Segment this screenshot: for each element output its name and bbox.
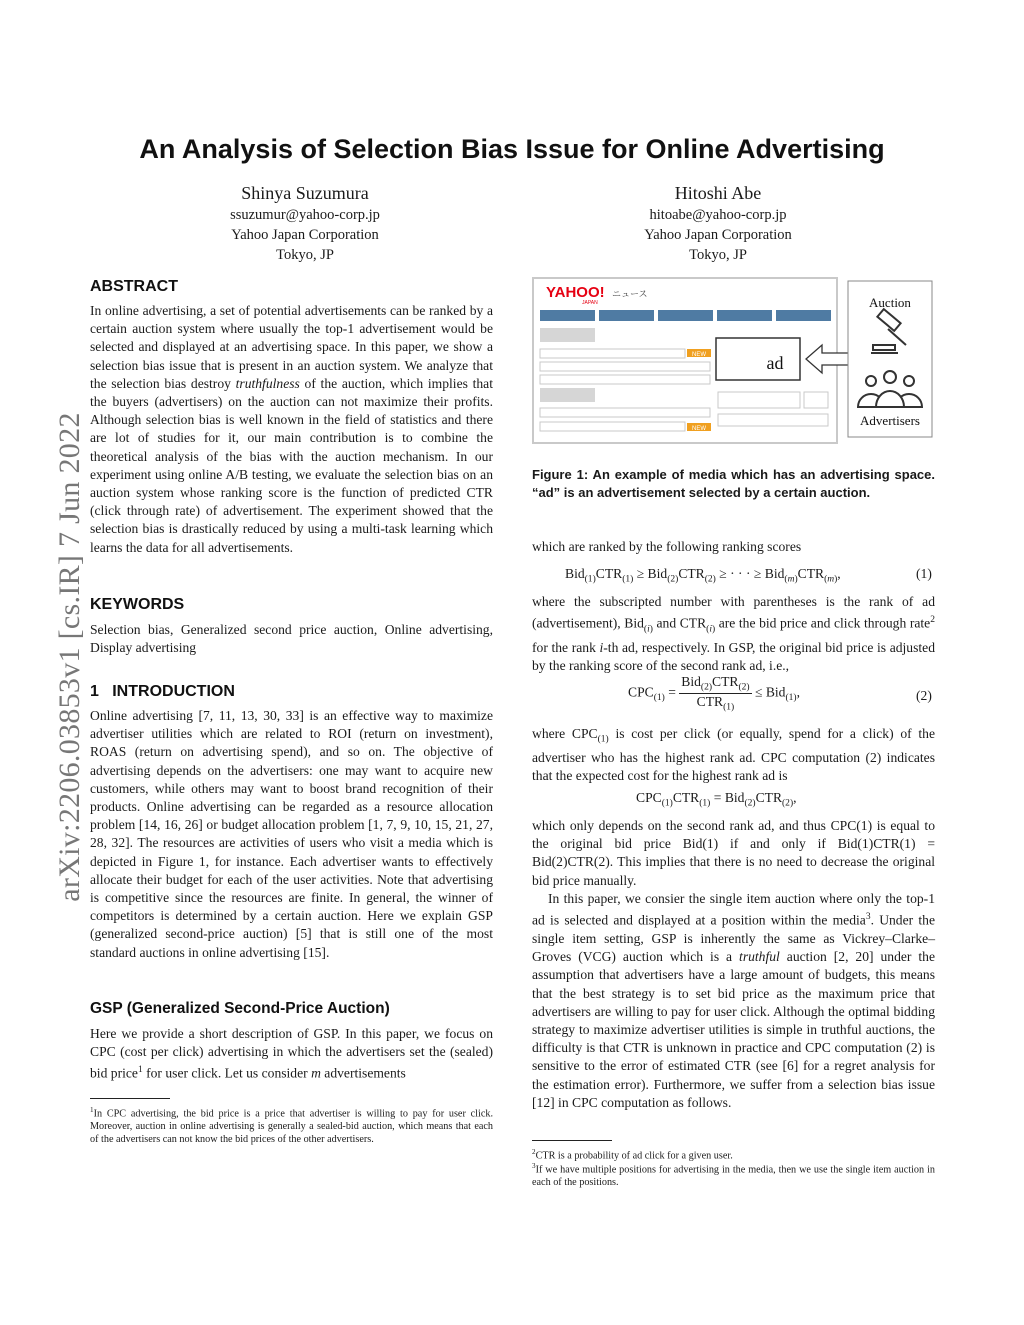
advertisers-label: Advertisers (860, 413, 920, 428)
news-label: ニュース (612, 290, 648, 300)
gsp-text: Here we provide a short description of GSP. In this paper, we focus on CPC (cost per click) advertising in which the advertisers set the (sealed) bid price$^1$ for user click. Let us consider m advertisements (90, 1026, 493, 1081)
introduction-heading: 1 INTRODUCTION (90, 683, 235, 700)
headline-row (540, 349, 685, 358)
auction-label: Auction (869, 295, 911, 310)
nav-bar (776, 310, 831, 321)
nav-bar (599, 310, 654, 321)
introduction-text: Online advertising [7, 11, 13, 30, 33] is an effective way to maximize advertiser utilities which are related to ROI (return on investment), ROAS (return on advertising spend), and so on. The objective of advertising depends on the advertisers: one may want to acquire new customers, while others may want to boost brand recognition of their products. Online advertising can be regarded as a resource allocation problem [14, 16, 26] or budget allocation problem [1, 7, 9, 10, 15, 21, 27, 28, 32]. The resources are activities of users who visit a media which is depicted in Figure 1, for instance. Each advertiser wants to effectively allocate their budget for each of the user activities. Note that advertising is competitive since the resources are finite. In general, the winner of competitors is determined by a certain auction. Here we explain GSP (generalized second-price auction) [5] that is still one of the most standard auctions in online advertising [15]. (90, 708, 493, 960)
headline-row (540, 375, 710, 384)
headline-row (540, 422, 685, 431)
ad-label: ad (766, 353, 784, 373)
paragraph: which are ranked by the following ranking scores (532, 539, 802, 554)
footnote-3: $^3$If we have multiple positions for advertising in the media, then we use the single item auction in each of the positions. (532, 1162, 935, 1188)
author-affiliation: Yahoo Japan Corporation (644, 227, 792, 243)
figure-caption: Figure 1: An example of media which has an advertising space. “ad” is an advertisement selected by a certain auction. (532, 467, 935, 500)
paragraph: In this paper, we consier the single item auction where only the top-1 ad is selected and displayed at a position within the media$^3$. Under the single item setting, GSP is inherently the same as Vickrey–Clarke–Groves (VCG) auction which is a truthful auction [2, 20] under the assumption that advertisers have a large amount of budgets, this means that the best strategy is to set bid price as the maximum price that advertisers are willing to pay for user click. Although the optimal bidding strategy to maximize advertiser utilities is simple in truthful auctions, the difficulty is that CTR is unknown in practice and CPC computation (2) is sensitive to the error of estimated CTR (see [6] for a regret analysis for the estimation error). Furthermore, we suffer from a selection bias issue [12] in CPC computation as follows. (532, 891, 935, 1110)
author-block-1 (175, 181, 435, 265)
author-email: ssuzumur@yahoo-corp.jp (230, 207, 380, 223)
headline-row (540, 362, 710, 371)
author-location: Tokyo, JP (276, 247, 334, 263)
footnote-1: $^1$In CPC advertising, the bid price is a price that advertiser is willing to pay for user click. Moreover, auction in online advertising is generally a sealed-bid auction, which means that each of the advertisers can not know the bid prices of the other advertisers. (90, 1106, 493, 1145)
arxiv-identifier: arXiv:2206.03853v1 [cs.IR] 7 Jun 2022 (53, 412, 86, 902)
footnote-2: $^2$CTR is a probability of ad click for a given user. (532, 1148, 733, 1162)
side-box (718, 414, 828, 426)
equation-number: (2) (916, 688, 932, 703)
new-badge-label: NEW (692, 352, 706, 358)
side-box (718, 392, 800, 408)
footnote-rule (90, 1098, 170, 1099)
keywords-heading: KEYWORDS (90, 596, 185, 613)
abstract-heading: ABSTRACT (90, 278, 178, 295)
equation-1: $Bid_{(1)}CTR_{(1)} \ge Bid_{(2)}CTR_{(2)}$ ≥ · · · ≥ $Bid_{(m)}CTR_{(m)}$, (565, 566, 841, 585)
author-block-2 (588, 181, 848, 265)
equation-2: $CPC_{(1)}$ = $\frac{Bid_{(2)}CTR_{(2)}}{CTR_{(1)}}$ ≤ Bid$_{(1)}$, (628, 674, 800, 713)
nav-bar (717, 310, 772, 321)
content-block (540, 328, 595, 342)
keywords-text: Selection bias, Generalized second price auction, Online advertising, Display advertising (90, 622, 493, 656)
author-affiliation: Yahoo Japan Corporation (231, 227, 379, 243)
nav-bar (658, 310, 713, 321)
author-email: hitoabe@yahoo-corp.jp (649, 207, 787, 223)
paper-title: An Analysis of Selection Bias Issue for Online Advertising (139, 134, 885, 164)
paragraph: which only depends on the second rank ad, and thus CPC(1) is equal to the original bid price Bid(1) if and only if Bid(1)CTR(1) = Bid(2)CTR(2). This implies that there is no need to decrease the original bid price manually. (532, 818, 935, 888)
ad-space (716, 338, 800, 380)
author-name: Shinya Suzumura (241, 183, 369, 203)
nav-bar (540, 310, 595, 321)
yahoo-logo: YAHOO! (546, 284, 605, 301)
paragraph: where $CPC_{(1)}$ is cost per click (or equally, spend for a click) of the advertiser who has the highest rank ad. CPC computation (2) indicates that the expected cost for the highest rank ad is (532, 726, 935, 784)
paragraph: where the subscripted number with parentheses is the rank of ad (advertisement), Bid$_{(i)}$ and $CTR_{(i)}$ are the bid price and click through rate$^2$ for the rank i-th ad, respectively. In GSP, the original bid price is adjusted by the ranking score of the second rank ad, i.e., (532, 594, 936, 673)
footnote-rule (532, 1140, 612, 1141)
equation-3: $CPC_{(1)}CTR_{(1)} = Bid_{(2)}CTR_{(2)}$, (636, 790, 797, 809)
side-box (804, 392, 828, 408)
gsp-heading: GSP (Generalized Second-Price Auction) (90, 1000, 390, 1017)
abstract-text: In online advertising, a set of potential advertisements can be ranked by a certain auction system where usually the top-1 advertisement would be selected and displayed at an advertising space. In this paper, we show a selection bias issue that is present in an auction system. We analyze that the selection bias destroy truthfulness of the auction, which implies that the buyers (advertisers) on the auction can not maximize their profits. Although selection bias is well known in the field of statistics and there are lot of studies for it, our main contribution is to combine the theoretical analysis of the bias with the auction mechanism. In our experiment using online A/B testing, we evaluate the selection bias on an auction system whose ranking score is the function of predicted CTR (click through rate) of advertisement. The experiment showed that the selection bias is drastically reduced by using a multi-task learning which learns the data for all advertisements. (90, 303, 493, 555)
author-location: Tokyo, JP (689, 247, 747, 263)
author-name: Hitoshi Abe (674, 183, 762, 203)
new-badge-label: NEW (692, 426, 706, 432)
content-block (540, 388, 595, 402)
headline-row (540, 408, 710, 417)
figure-1 (532, 277, 936, 447)
equation-number: (1) (916, 566, 932, 581)
yahoo-logo-sub: JAPAN (582, 300, 598, 306)
